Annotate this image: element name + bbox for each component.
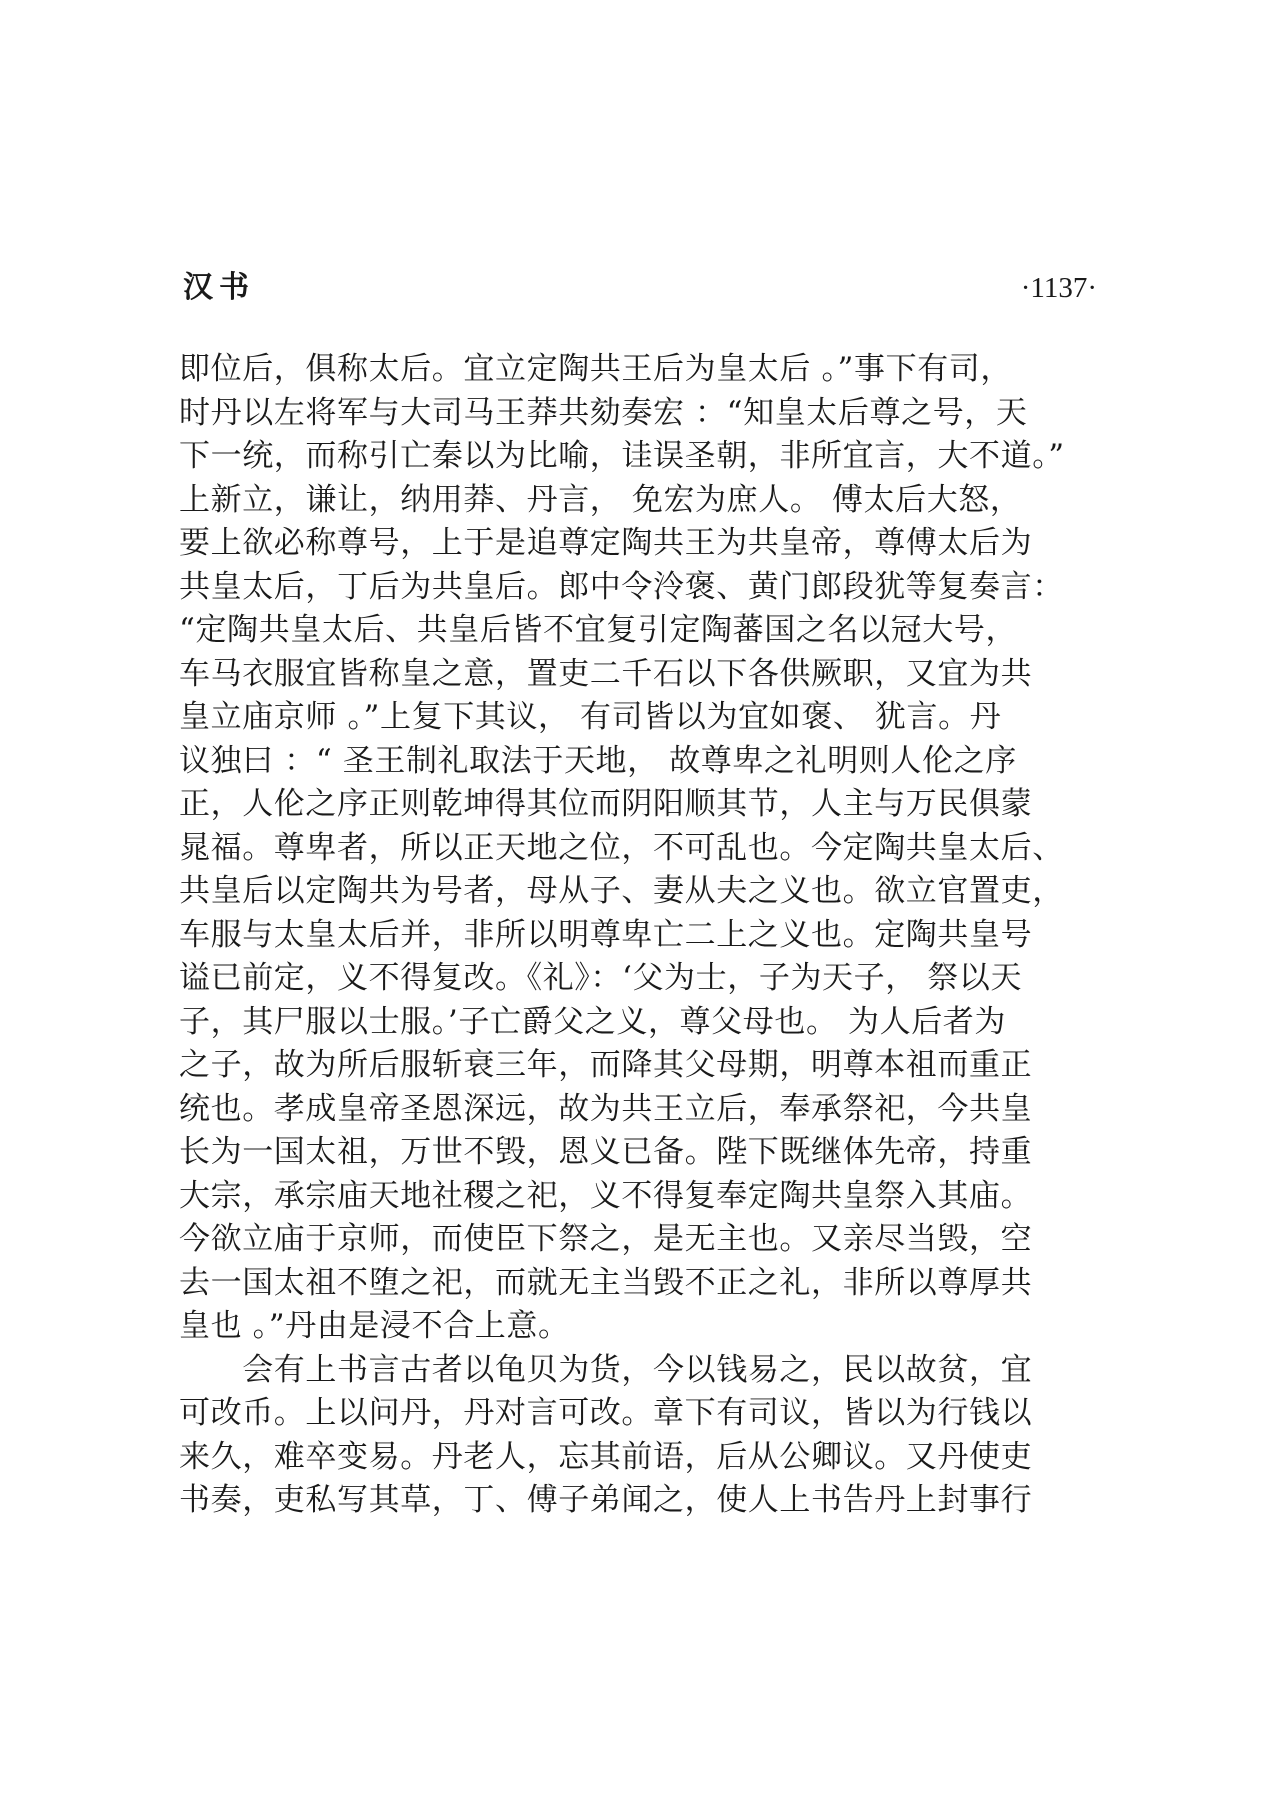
text-line: 即位后，俱称太后。宜立定陶共王后为皇太后 。”事下有司，: [179, 351, 1012, 387]
text-line: 来久，难卒变易。丹老人，忘其前语，后从公卿议。又丹使吏: [179, 1438, 1033, 1475]
page-header: [183, 268, 1097, 318]
text-line: 车服与太皇太后并，非所以明尊卑亡二上之义也。定陶共皇号: [179, 916, 1033, 953]
text-line: 共皇太后，丁后为共皇后。郎中令泠褒、黄门郎段犹等复奏言：: [179, 568, 1064, 605]
text-line: 上新立，谦让，纳用莽、丹言， 免宏为庶人。 傅太后大怒，: [179, 481, 1022, 518]
running-title: 汉书: [183, 270, 255, 305]
text-line: 去一国太祖不堕之祀，而就无主当毁不正之礼，非所以尊厚共: [179, 1264, 1033, 1301]
text-line: 书奏，吏私写其草，丁、傅子弟闻之，使人上书告丹上封事行: [179, 1482, 1033, 1518]
page-number: ·1137·: [1020, 272, 1097, 304]
text-line: 皇立庙京师 。”上复下其议， 有司皆以为宜如褒、 犹言。丹: [179, 699, 1002, 735]
text-line: 要上欲必称尊号，上于是追尊定陶共王为共皇帝，尊傅太后为: [179, 525, 1033, 561]
text-line: 议独曰 ：“ 圣王制礼取法于天地， 故尊卑之礼明则人伦之序: [179, 742, 1017, 779]
text-line: 长为一国太祖，万世不毁，恩义已备。陛下既继体先帝，持重: [179, 1134, 1033, 1170]
text-line: 皇也 。”丹由是浸不合上意。: [179, 1308, 570, 1344]
text-line: 车马衣服宜皆称皇之意，置吏二千石以下各供厥职，又宜为共: [179, 655, 1033, 692]
text-line: 共皇后以定陶共为号者，母从子、妻从夫之义也。欲立官置吏，: [179, 873, 1064, 909]
text-line: 子，其尸服以士服。’子亡爵父之义，尊父母也。 为人后者为: [179, 1003, 1007, 1040]
text-line: 下一统，而称引亡秦以为比喻，诖误圣朝，非所宜言，大不道。”: [179, 438, 1065, 474]
text-line: 会有上书言古者以龟贝为货，今以钱易之，民以故贫，宜: [179, 1351, 1033, 1388]
text-line: 时丹以左将军与大司马王莽共劾奏宏 ：“知皇太后尊之号，天: [179, 394, 1028, 431]
text-line: 大宗，承宗庙天地社稷之祀，义不得复奉定陶共皇祭入其庙。: [179, 1177, 1033, 1214]
text-line: 今欲立庙于京师，而使臣下祭之，是无主也。又亲尽当毁，空: [179, 1221, 1033, 1257]
text-line: 谥已前定，义不得复改。《礼》：‘父为士，子为天子， 祭以天: [179, 960, 1023, 996]
text-line: 可改币。上以问丹，丹对言可改。章下有司议，皆以为行钱以: [179, 1395, 1033, 1431]
text-line: “定陶共皇太后、共皇后皆不宜复引定陶蕃国之名以冠大号，: [179, 612, 1018, 648]
text-line: 晁福。尊卑者，所以正天地之位，不可乱也。今定陶共皇太后、: [179, 829, 1064, 866]
body-text: [179, 348, 1099, 1523]
text-line: 之子，故为所后服斩衰三年，而降其父母期，明尊本祖而重正: [179, 1047, 1033, 1083]
text-line: 统也。孝成皇帝圣恩深远，故为共王立后，奉承祭祀，今共皇: [179, 1090, 1033, 1127]
text-line: 正，人伦之序正则乾坤得其位而阴阳顺其节，人主与万民俱蒙: [179, 786, 1033, 822]
